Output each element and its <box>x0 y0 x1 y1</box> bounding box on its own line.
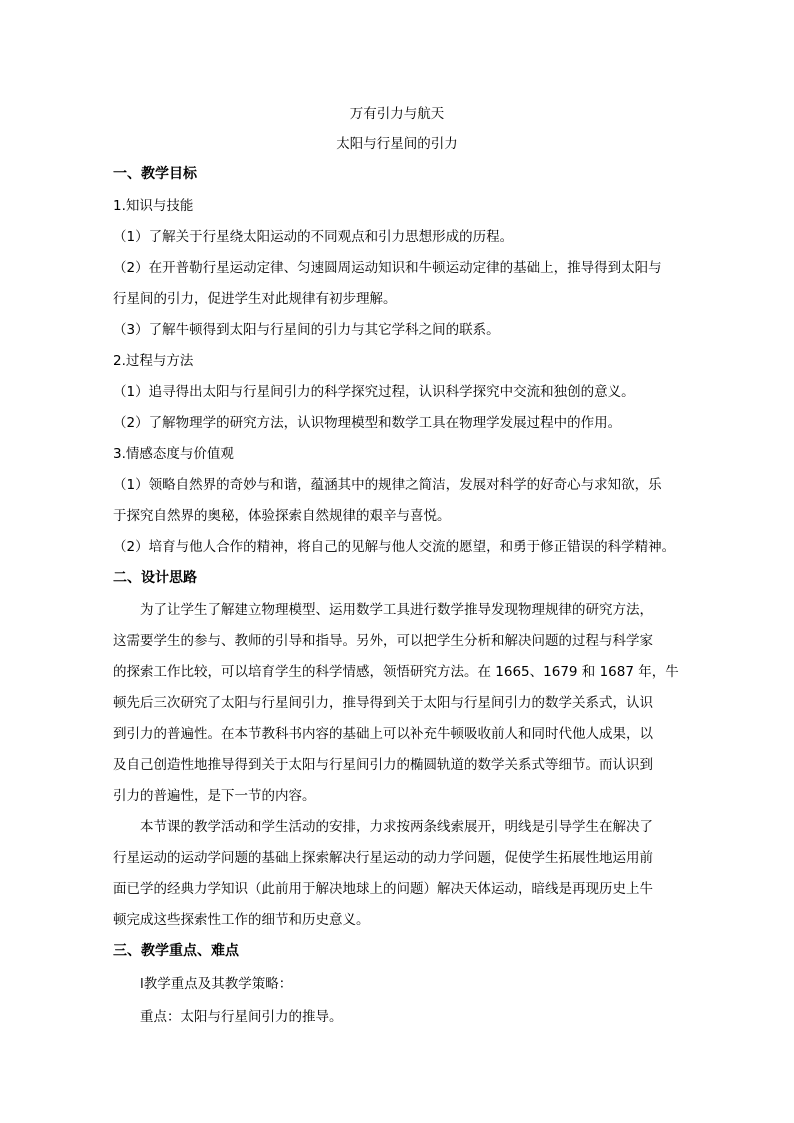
paragraph-line: 为了让学生了解建立物理模型、运用数学工具进行数学推导发现物理规律的研究方法， <box>140 602 653 618</box>
paragraph-line: （3）了解牛顿得到太阳与行星间的引力与其它学科之间的联系。 <box>113 322 500 338</box>
paragraph-line: （2）了解物理学的研究方法，认识物理模型和数学工具在物理学发展过程中的作用。 <box>113 415 622 431</box>
document-title: 万有引力与航天 <box>349 106 445 122</box>
paragraph-line: 顿完成这些探索性工作的细节和历史意义。 <box>113 912 370 928</box>
paragraph-line: （1）了解关于行星绕太阳运动的不同观点和引力思想形成的历程。 <box>113 229 514 245</box>
subheading-attitude-values: 3.情感态度与价值观 <box>113 446 234 462</box>
paragraph-line: 本节课的教学活动和学生活动的安排，力求按两条线索展开，明线是引导学生在解决了 <box>140 819 653 835</box>
paragraph-line: 的探索工作比较，可以培育学生的科学情感，领悟研究方法。在 1665、1679 和 1687 年，牛 <box>113 664 679 680</box>
paragraph-line: 面已学的经典力学知识（此前用于解决地球上的问题）解决天体运动，暗线是再现历史上牛 <box>113 881 653 897</box>
paragraph-line: 顿先后三次研究了太阳与行星间引力，推导得到关于太阳与行星间引力的数学关系式，认识 <box>113 695 653 711</box>
paragraph-line: 行星运动的运动学问题的基础上探索解决行星运动的动力学问题，促使学生拓展性地运用前 <box>113 850 653 866</box>
paragraph-line: 及自己创造性地推导得到关于太阳与行星间引力的椭圆轨道的数学关系式等细节。而认识到 <box>113 757 653 773</box>
section-heading-design-idea: 二、设计思路 <box>113 570 197 586</box>
subheading-knowledge-skills: 1.知识与技能 <box>113 198 194 214</box>
paragraph-line: 重点：太阳与行星间引力的推导。 <box>140 1009 343 1025</box>
paragraph-line: 于探究自然界的奥秘，体验探索自然规律的艰辛与喜悦。 <box>113 508 451 524</box>
paragraph-line: （2）在开普勒行星运动定律、匀速圆周运动知识和牛顿运动定律的基础上，推导得到太阳与 <box>113 260 662 276</box>
paragraph-line: l教学重点及其教学策略： <box>140 976 293 992</box>
paragraph-line: 这需要学生的参与、教师的引导和指导。另外，可以把学生分析和解决问题的过程与科学家 <box>113 633 653 649</box>
document-subtitle: 太阳与行星间的引力 <box>336 136 458 152</box>
subheading-process-method: 2.过程与方法 <box>113 353 194 369</box>
paragraph-line: 到引力的普遍性。在本节教科书内容的基础上可以补充牛顿吸收前人和同时代他人成果，以 <box>113 726 653 742</box>
section-heading-teaching-goals: 一、教学目标 <box>113 166 197 182</box>
paragraph-line: （1）追寻得出太阳与行星间引力的科学探究过程，认识科学探究中交流和独创的意义。 <box>113 384 635 400</box>
paragraph-line: 行星间的引力，促进学生对此规律有初步理解。 <box>113 291 397 307</box>
paragraph-line: （2）培育与他人合作的精神，将自己的见解与他人交流的愿望，和勇于修正错误的科学精神。 <box>113 539 676 555</box>
paragraph-line: 引力的普遍性，是下一节的内容。 <box>113 788 316 804</box>
section-heading-key-points: 三、教学重点、难点 <box>113 943 239 959</box>
paragraph-line: （1）领略自然界的奇妙与和谐，蕴涵其中的规律之简洁，发展对科学的好奇心与求知欲，乐 <box>113 477 662 493</box>
